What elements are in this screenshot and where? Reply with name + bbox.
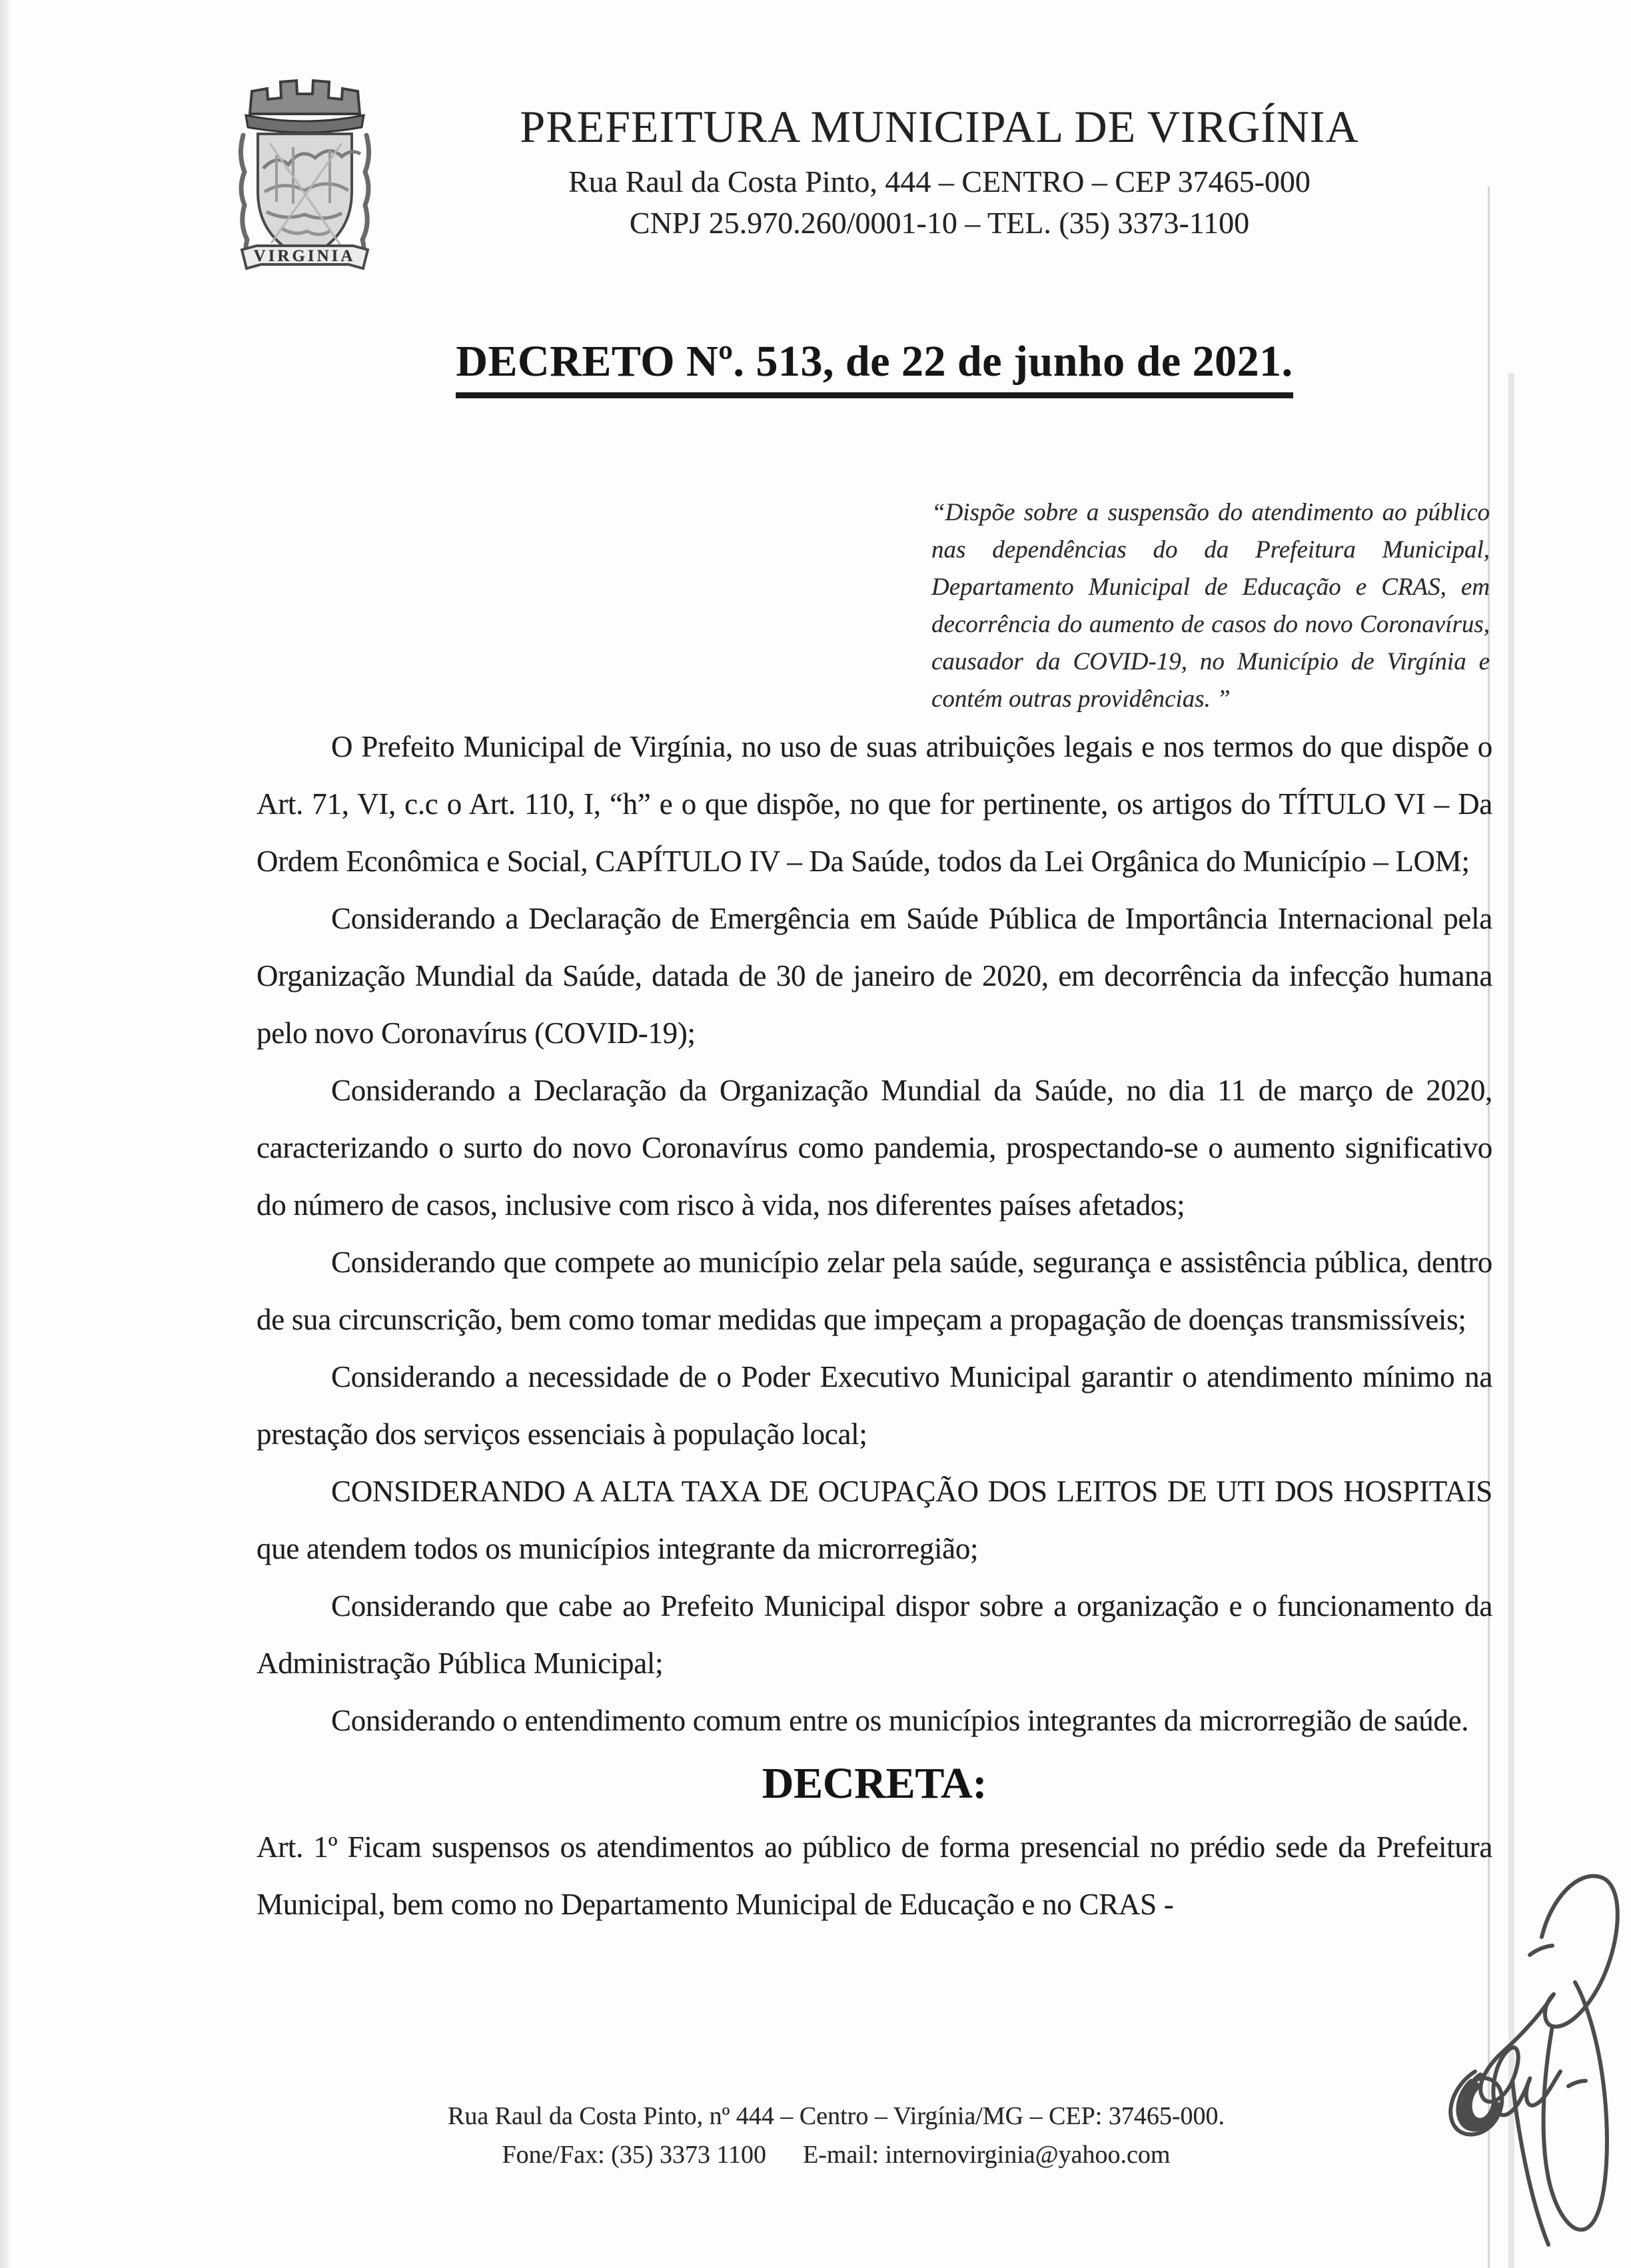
decreta-heading: DECRETA: [762,1759,987,1808]
handwritten-signature [1411,1852,1631,2268]
body-paragraph: CONSIDERANDO A ALTA TAXA DE OCUPAÇÃO DOS LEITOS DE UTI DOS HOSPITAIS que atendem todos os municípios integrante da microrregião; [257,1475,1492,1565]
header-address-line: Rua Raul da Costa Pinto, 444 – CENTRO – CEP 37465-000 [568,165,1311,198]
body-paragraph: Considerando o entendimento comum entre os municípios integrantes da microrregião de saúde. [331,1704,1469,1737]
municipal-coat-of-arms-logo [230,69,380,280]
coat-of-arms-icon [230,69,380,280]
considerando-list [257,718,1492,1749]
decree-body [257,718,1492,1933]
body-paragraph: Considerando que cabe ao Prefeito Municipal dispor sobre a organização e o funcionamento da Administração Pública Municipal; [257,1589,1492,1680]
footer-contact-line [103,2135,1569,2174]
body-paragraph: Considerando a necessidade de o Poder Executivo Municipal garantir o atendimento mínimo na prestação dos serviços essenciais à população local; [257,1360,1492,1451]
body-paragraph: Considerando a Declaração de Emergência em Saúde Pública de Importância Internacional pela Organização Mundial da Saúde, datada de 30 de janeiro de 2020, em decorrência da infecção humana pelo novo Coronavírus (COVID-19); [257,902,1492,1050]
body-paragraph: Considerando a Declaração da Organização Mundial da Saúde, no dia 11 de março de 2020, caracterizando o surto do novo Coronavírus como pandemia, prospectando-se o aumento significativo do número de casos, inclusive com risco à vida, nos diferentes países afetados; [257,1074,1492,1222]
page-edge-shadow [0,0,12,2268]
article-1-paragraph: Art. 1º Ficam suspensos os atendimentos ao público de forma presencial no prédio sede da Prefeitura Municipal, bem como no Departamento Municipal de Educação e no CRAS - [257,1830,1492,1921]
body-paragraph: O Prefeito Municipal de Virgínia, no uso de suas atribuições legais e nos termos do que dispõe o Art. 71, VI, c.c o Art. 110, I, “h” e o que dispõe, no que for pertinente, os artigos do TÍTULO VI – Da Ordem Econômica e Social, CAPÍTULO IV – Da Saúde, todos da Lei Orgânica do Município – LOM; [257,730,1492,878]
footer-fone: Fone/Fax: (35) 3373 1100 [502,2141,767,2169]
letterhead [373,99,1506,244]
decree-title: DECRETO Nº. 513, de 22 de junho de 2021. [456,336,1293,398]
header-cnpj-line: CNPJ 25.970.260/0001-10 – TEL. (35) 3373-1100 [629,206,1250,240]
org-name: PREFEITURA MUNICIPAL DE VIRGÍNIA [520,101,1359,152]
body-paragraph: Considerando que compete ao município zelar pela saúde, segurança e assistência pública, dentro de sua circunscrição, bem como tomar medidas que impeçam a propagação de doenças transmissíveis; [257,1246,1492,1336]
decree-title-row [257,336,1492,398]
signature-stroke-icon [1411,1852,1631,2268]
footer-address-line: Rua Raul da Costa Pinto, nº 444 – Centro – Virgínia/MG – CEP: 37465-000. [447,2102,1225,2130]
page-footer [103,2097,1569,2174]
epigraph-quote: “Dispõe sobre a suspensão do atendimento ao público nas dependências do da Prefeitura Municipal, Departamento Municipal de Educação e CRAS, em decorrência do aumento de casos do novo Coronavírus, causador da COVID-19, no Município de Virgínia e contém outras providências. ” [931,499,1490,713]
logo-banner-text: VIRGINIA [253,247,356,265]
footer-email: E-mail: internovirginia@yahoo.com [803,2141,1171,2169]
